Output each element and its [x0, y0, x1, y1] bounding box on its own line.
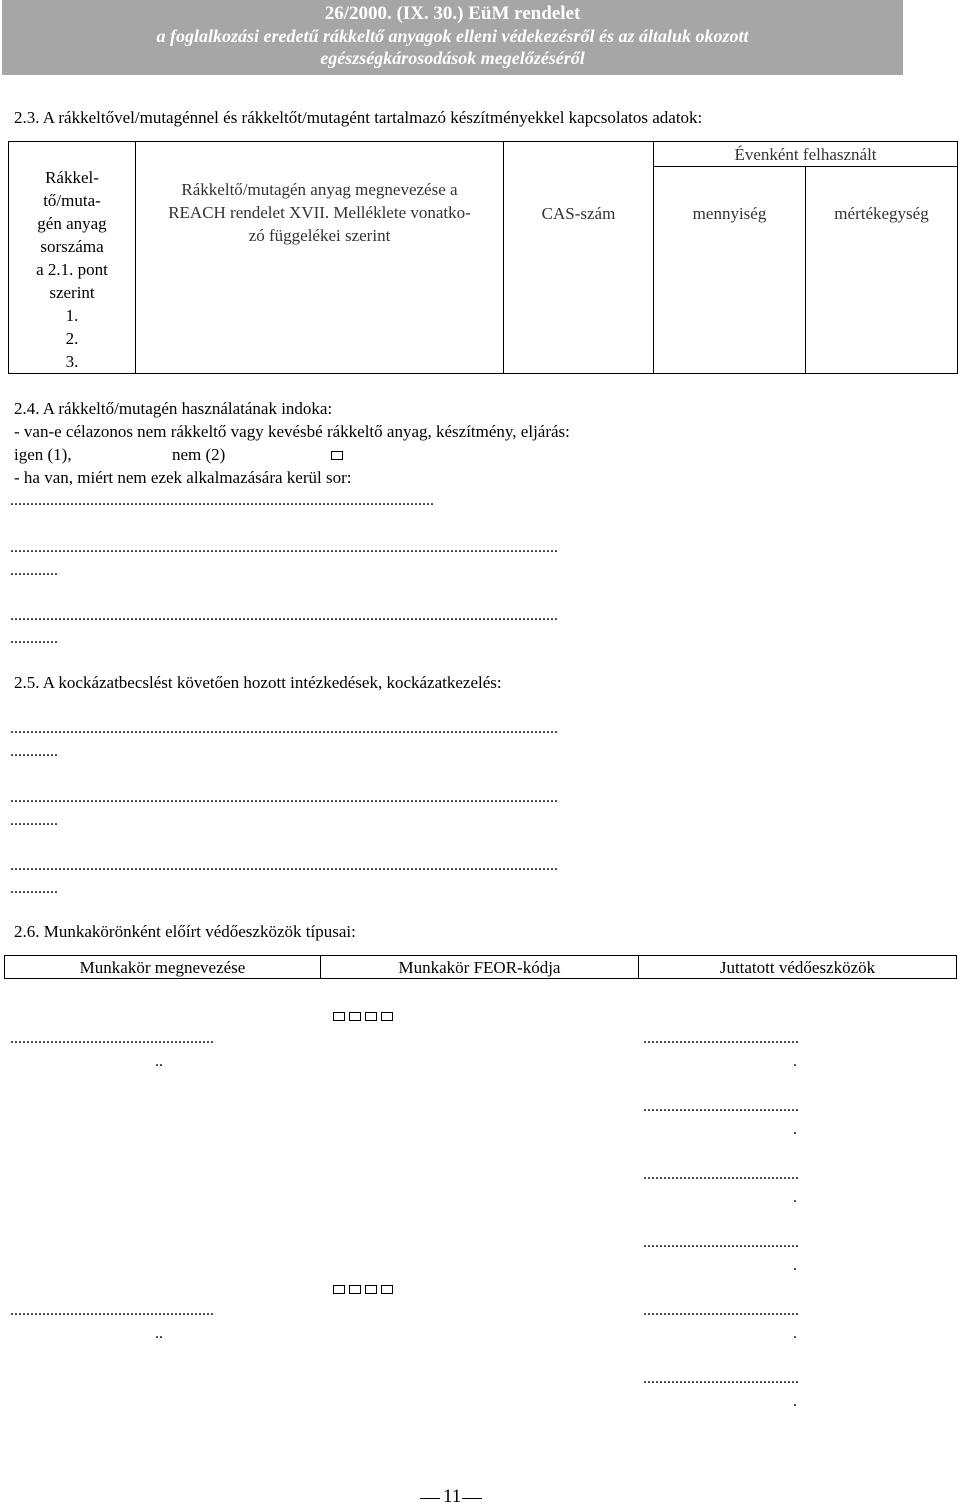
answer-checkbox[interactable]	[331, 451, 343, 460]
feor-digit-box[interactable]	[365, 1012, 377, 1021]
header-subtitle-1: a foglalkozási eredetű rákkeltő anyagok elleni védekezésről és az általuk okozott	[156, 26, 749, 46]
section-2-4-title: 2.4. A rákkeltő/mutagén használatának indoka:	[14, 399, 333, 418]
col-feor-header: Munkakör FEOR-kódja	[398, 958, 561, 977]
col1-line: szerint	[49, 283, 95, 302]
equipment-line: .......................................	[643, 1098, 799, 1115]
col-quantity-header: mennyiség	[692, 204, 767, 223]
col1-line: a 2.1. pont	[36, 260, 108, 279]
equipment-line: .......................................	[643, 1370, 799, 1387]
job-name-line: ...................................................	[10, 1030, 214, 1047]
col1-line: Rákkel-	[45, 168, 99, 187]
row-number: 2.	[65, 329, 79, 348]
answer-line: .........................................................................................................................................	[10, 857, 558, 874]
answer-line: .........................................................................................................................................	[10, 720, 558, 737]
row-number: 3.	[65, 352, 79, 371]
col-sequence-header	[9, 166, 135, 373]
col-job-name-header: Munkakör megnevezése	[79, 958, 246, 977]
equipment-line: .	[793, 1325, 797, 1342]
equipment-line: .......................................	[643, 1302, 799, 1319]
answer-line: .........................................................................................................................................	[10, 789, 558, 806]
equipment-line: .......................................	[643, 1166, 799, 1183]
section-2-3-title: 2.3. A rákkeltővel/mutagénnel és rákkeltőt/mutagént tartalmazó készítményekkel kapcsolatos adatok:	[14, 108, 703, 127]
col-unit-header: mértékegység	[834, 204, 929, 223]
col1-line: gén anyag	[37, 214, 107, 233]
question-why-not: - ha van, miért nem ezek alkalmazására kerül sor:	[14, 468, 352, 487]
answer-line: .........................................................................................................................................	[10, 539, 558, 556]
document-header	[2, 0, 903, 75]
col-group-header: Évenként felhasznált	[734, 145, 877, 164]
feor-digit-box[interactable]	[349, 1012, 361, 1021]
col2-line: REACH rendelet XVII. Melléklete vonatko-	[168, 203, 471, 222]
answer-line: ............	[10, 812, 58, 829]
feor-digit-box[interactable]	[333, 1012, 345, 1021]
feor-digit-box[interactable]	[349, 1285, 361, 1294]
equipment-line: .	[793, 1189, 797, 1206]
col2-line: Rákkeltő/mutagén anyag megnevezése a	[181, 180, 458, 199]
feor-digit-box[interactable]	[381, 1285, 393, 1294]
answer-line: ............	[10, 743, 58, 760]
option-no-label: nem (2)	[172, 445, 226, 464]
col2-line: zó függelékei szerint	[248, 226, 391, 245]
col-cas-header: CAS-szám	[541, 204, 616, 223]
page-number: 11	[443, 1486, 462, 1507]
answer-line: ............	[10, 880, 58, 897]
header-title: 26/2000. (IX. 30.) EüM rendelet	[324, 3, 581, 24]
feor-code-boxes[interactable]	[333, 1284, 397, 1294]
answer-line: ............	[10, 630, 58, 647]
col-substance-name-header	[136, 178, 503, 247]
question-alternative: - van-e célazonos nem rákkeltő vagy kevésbé rákkeltő anyag, készítmény, eljárás:	[14, 422, 570, 441]
feor-digit-box[interactable]	[365, 1285, 377, 1294]
feor-digit-box[interactable]	[381, 1012, 393, 1021]
job-name-line: ..	[155, 1053, 163, 1070]
option-yes-label: igen (1),	[14, 445, 72, 464]
section-2-6-title: 2.6. Munkakörönként előírt védőeszközök típusai:	[14, 922, 356, 941]
col-equipment-header: Juttatott védőeszközök	[719, 958, 876, 977]
col1-line: sorszáma	[40, 237, 104, 256]
job-name-line: ..	[155, 1325, 163, 1342]
col1-line: tő/muta-	[43, 191, 101, 210]
equipment-line: .......................................	[643, 1030, 799, 1047]
answer-line: .........................................................................................................................................	[10, 607, 558, 624]
equipment-line: .	[793, 1257, 797, 1274]
feor-digit-box[interactable]	[333, 1285, 345, 1294]
equipment-line: .	[793, 1053, 797, 1070]
equipment-line: .	[793, 1121, 797, 1138]
footer-dash-right	[462, 1498, 482, 1499]
equipment-line: .......................................	[643, 1234, 799, 1251]
answer-line: ............	[10, 562, 58, 579]
feor-code-boxes[interactable]	[333, 1011, 397, 1021]
header-subtitle-2: egészségkárosodások megelőzéséről	[320, 48, 585, 68]
footer-dash-left	[420, 1498, 440, 1499]
section-2-5-title: 2.5. A kockázatbecslést követően hozott intézkedések, kockázatkezelés:	[14, 673, 502, 692]
job-name-line: ...................................................	[10, 1302, 214, 1319]
answer-line: ..........................................................................................................	[10, 492, 434, 509]
equipment-line: .	[793, 1393, 797, 1410]
row-number: 1.	[65, 306, 79, 325]
